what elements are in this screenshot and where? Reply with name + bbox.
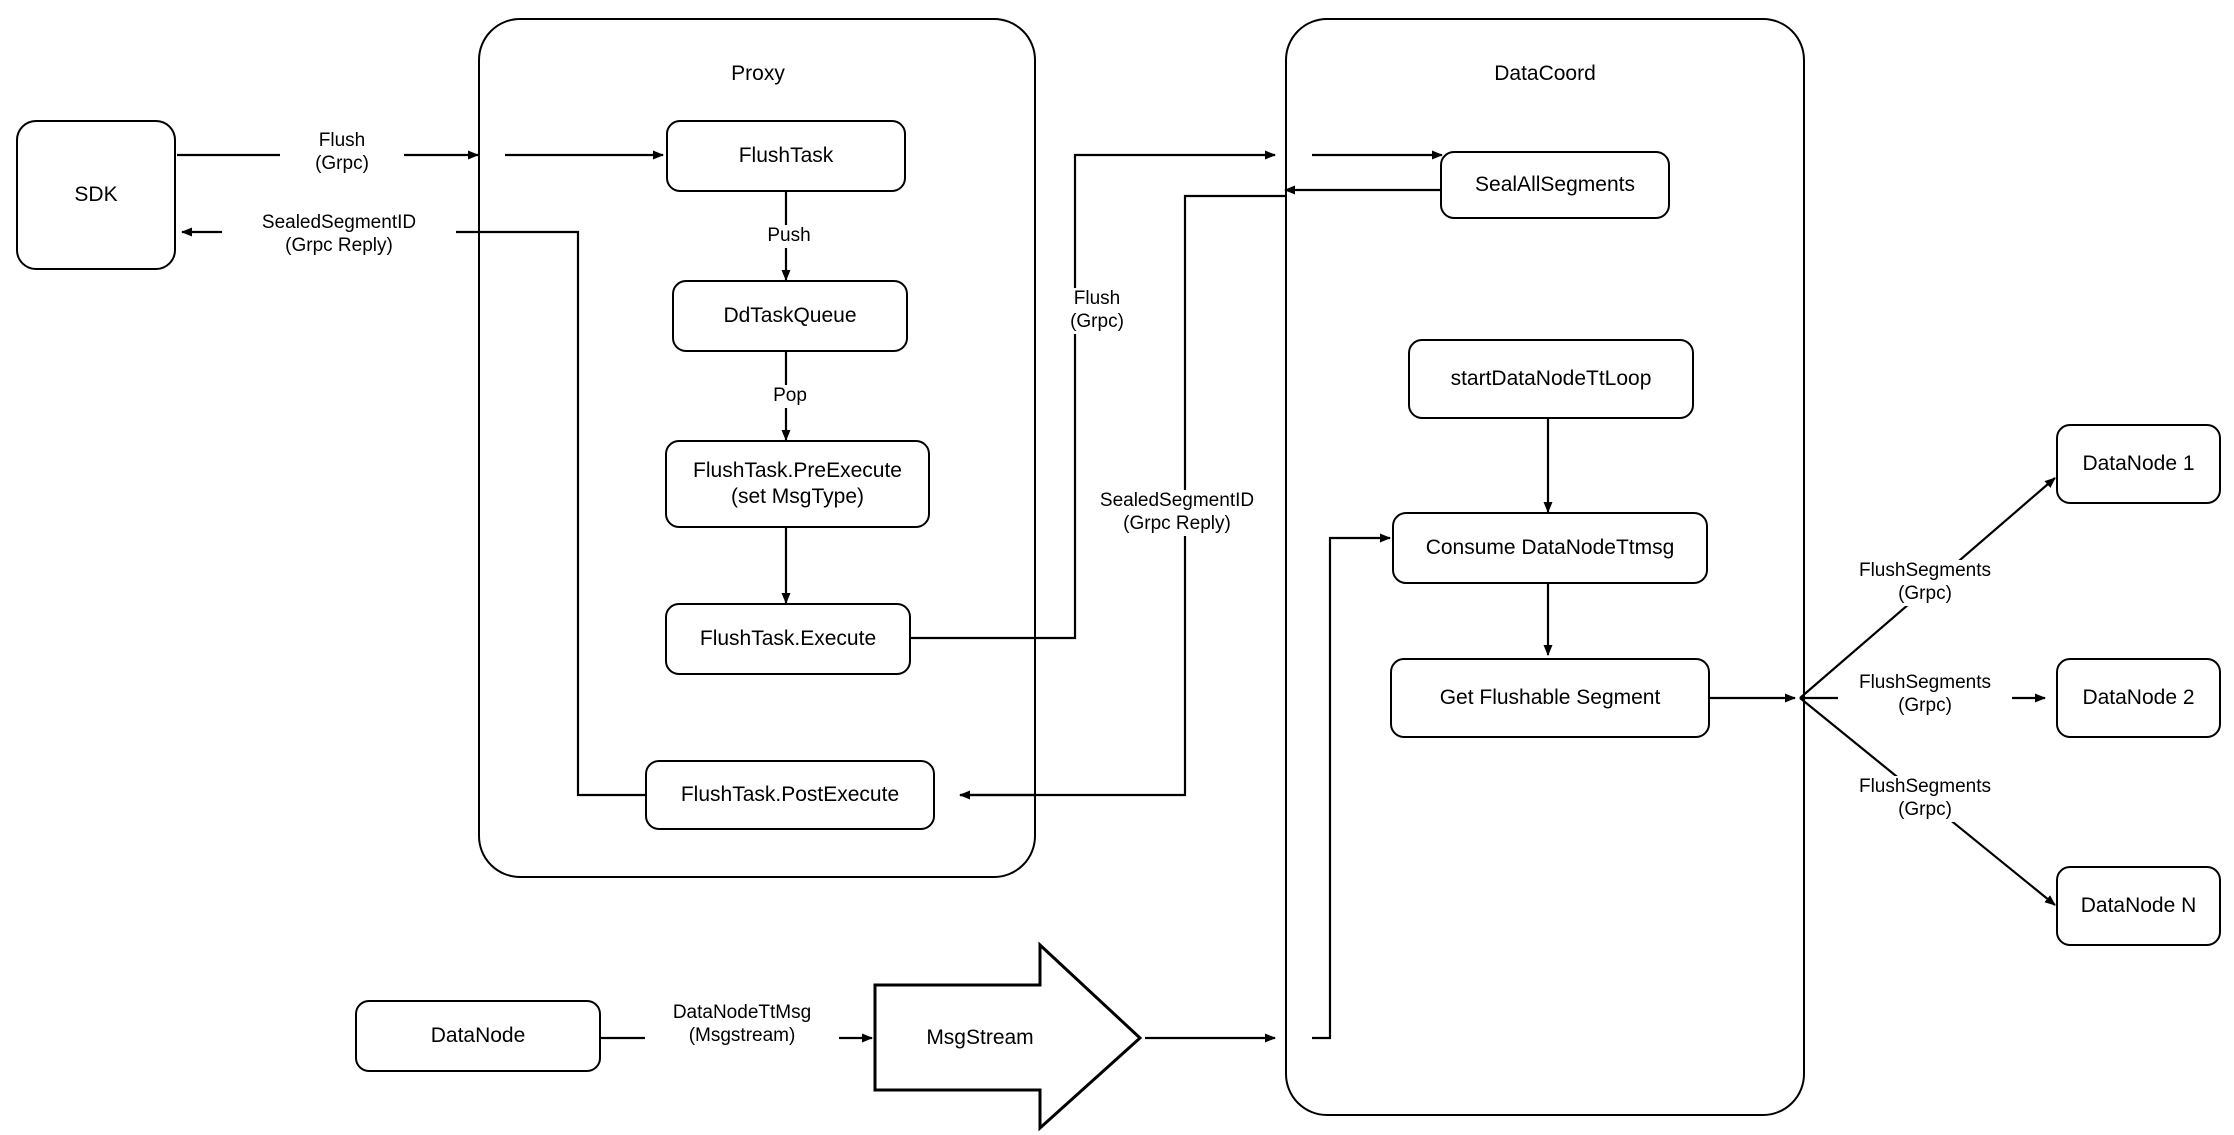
node-consume-datanodettmsg[interactable]: Consume DataNodeTtmsg bbox=[1392, 512, 1708, 584]
node-ddtaskqueue[interactable]: DdTaskQueue bbox=[672, 280, 908, 352]
node-sdk[interactable]: SDK bbox=[16, 120, 176, 270]
edge-label-datanodettmsg-msgstream: DataNodeTtMsg (Msgstream) bbox=[645, 1002, 839, 1048]
container-proxy-title: Proxy bbox=[731, 62, 785, 85]
edge-label-flush-grpc-proxy: Flush (Grpc) bbox=[1040, 288, 1154, 334]
node-flushtask-execute[interactable]: FlushTask.Execute bbox=[665, 603, 911, 675]
node-datanode-2[interactable]: DataNode 2 bbox=[2056, 658, 2221, 738]
node-startdatanodettloop[interactable]: startDataNodeTtLoop bbox=[1408, 339, 1694, 419]
edge-label-sealedsegmentid-grpc-reply-coord: SealedSegmentID (Grpc Reply) bbox=[1080, 490, 1274, 536]
node-sealallsegments[interactable]: SealAllSegments bbox=[1440, 151, 1670, 219]
node-get-flushable-segment[interactable]: Get Flushable Segment bbox=[1390, 658, 1710, 738]
node-flushtask[interactable]: FlushTask bbox=[666, 120, 906, 192]
node-flushtask-preexecute[interactable]: FlushTask.PreExecute (set MsgType) bbox=[665, 440, 930, 528]
edge-label-push: Push bbox=[742, 225, 836, 248]
edge-label-flushsegments-grpc-2: FlushSegments (Grpc) bbox=[1838, 672, 2012, 718]
edge-label-sealedsegmentid-grpc-reply-sdk: SealedSegmentID (Grpc Reply) bbox=[222, 212, 456, 258]
node-datanode-source[interactable]: DataNode bbox=[355, 1000, 601, 1072]
edge-label-flush-grpc-sdk: Flush (Grpc) bbox=[280, 130, 404, 176]
edge-label-flushsegments-grpc-1: FlushSegments (Grpc) bbox=[1838, 560, 2012, 606]
node-flushtask-postexecute[interactable]: FlushTask.PostExecute bbox=[645, 760, 935, 830]
edge-label-pop: Pop bbox=[748, 385, 832, 408]
node-msgstream-label: MsgStream bbox=[926, 1026, 1034, 1049]
node-datanode-1[interactable]: DataNode 1 bbox=[2056, 424, 2221, 504]
edge-label-flushsegments-grpc-n: FlushSegments (Grpc) bbox=[1838, 776, 2012, 822]
container-datacoord-title: DataCoord bbox=[1494, 62, 1596, 85]
node-datanode-n[interactable]: DataNode N bbox=[2056, 866, 2221, 946]
